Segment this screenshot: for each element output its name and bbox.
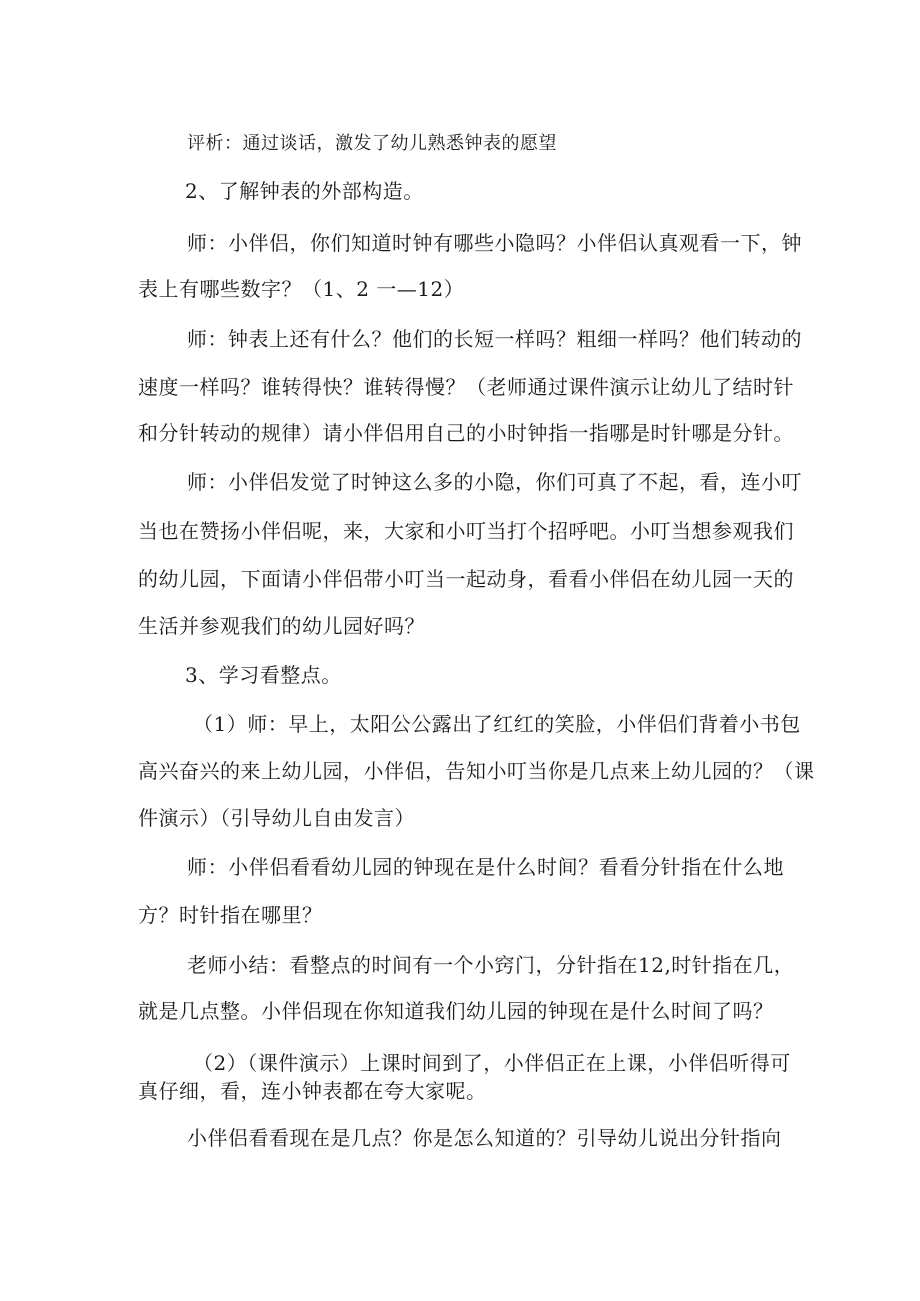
paragraph-10-line-1: （2）（课件演示）上课时间到了，小伴侣正在上课，小伴侣听得可 bbox=[193, 1051, 791, 1075]
paragraph-1-line-1: 评析：通过谈话，激发了幼儿熟悉钟表的愿望 bbox=[187, 133, 557, 154]
paragraph-5-line-2: 当也在赞扬小伴侣呢，来，大家和小叮当打个招呼吧。小叮当想参观我们 bbox=[138, 519, 794, 543]
paragraph-5-line-3: 的幼儿园，下面请小伴侣带小叮当一起动身，看看小伴侣在幼儿园一天的 bbox=[138, 567, 794, 591]
paragraph-2-line-1: 2、了解钟表的外部构造。 bbox=[185, 179, 424, 203]
paragraph-7-line-2: 高兴奋兴的来上幼儿园，小伴侣，告知小叮当你是几点来上幼儿园的？（课 bbox=[138, 759, 815, 783]
paragraph-5-line-4: 生活并参观我们的幼儿园好吗？ bbox=[138, 614, 425, 638]
paragraph-8-line-2: 方？时针指在哪里？ bbox=[138, 903, 323, 927]
paragraph-7-line-3: 件演示）（引导幼儿自由发言） bbox=[138, 806, 415, 830]
paragraph-9-line-2: 就是几点整。小伴侣现在你知道我们幼儿园的钟现在是什么时间了吗？ bbox=[138, 999, 774, 1023]
paragraph-3-line-1: 师：小伴侣，你们知道时钟有哪些小隐吗？小伴侣认真观看一下，钟 bbox=[187, 231, 802, 255]
paragraph-3-line-2: 表上有哪些数字？（1、2 一—12） bbox=[138, 277, 465, 301]
paragraph-5-line-1: 师：小伴侣发觉了时钟这么多的小隐，你们可真了不起，看，连小叮 bbox=[187, 470, 802, 494]
paragraph-10-line-2: 真仔细，看，连小钟表都在夸大家呢。 bbox=[138, 1079, 487, 1103]
paragraph-6-line-1: 3、学习看整点。 bbox=[185, 663, 342, 687]
paragraph-7-line-1: （1）师：早上，太阳公公露出了红红的笑脸，小伴侣们背着小书包 bbox=[193, 712, 801, 736]
paragraph-9-line-1: 老师小结：看整点的时间有一个小窍门，分针指在12,时针指在几， bbox=[187, 953, 795, 977]
paragraph-4-line-2: 速度一样吗？谁转得快？谁转得慢？（老师通过课件演示让幼儿了结时针 bbox=[138, 375, 794, 399]
paragraph-11-line-1: 小伴侣看看现在是几点？你是怎么知道的？引导幼儿说出分针指向 bbox=[187, 1126, 782, 1150]
paragraph-8-line-1: 师：小伴侣看看幼儿园的钟现在是什么时间？看看分针指在什么地 bbox=[187, 855, 784, 879]
paragraph-4-line-3: 和分针转动的规律）请小伴侣用自己的小时钟指一指哪是时针哪是分针。 bbox=[138, 421, 794, 445]
paragraph-4-line-1: 师：钟表上还有什么？他们的长短一样吗？粗细一样吗？他们转动的 bbox=[187, 327, 802, 351]
